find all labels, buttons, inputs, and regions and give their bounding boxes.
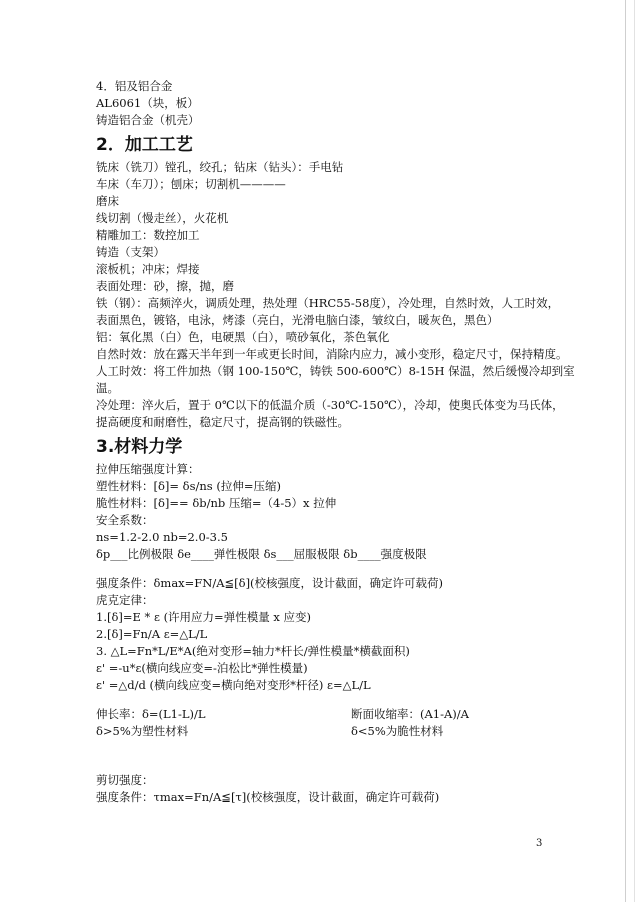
- text-line: 2.[δ]=Fn/A ε=△L/L: [96, 627, 208, 641]
- page-content: [96, 78, 575, 806]
- text-line: ε' =-u*ε(横向线应变=-泊松比*弹性模量): [96, 661, 308, 675]
- area-reduction-text: 断面收缩率：(A1-A)/A: [351, 707, 469, 721]
- text-line: 磨床: [96, 194, 119, 208]
- plastic-material-text: δ>5%为塑性材料: [96, 724, 189, 738]
- text-line: 人工时效：将工件加热（钢 100-150℃，铸铁 500-600℃）8-15H 保温，然后缓慢冷却到室: [96, 364, 575, 378]
- text-line: 铣床（铣刀）镗孔，绞孔；钻床（钻头）：手电钻: [96, 160, 344, 174]
- text-line: 滚板机；冲床；焊接: [96, 262, 200, 276]
- text-line: 冷处理：淬火后，置于 0℃以下的低温介质（-30℃-150℃），冷却，使奥氏体变为马氏体，: [96, 398, 564, 412]
- brittle-material-text: δ<5%为脆性材料: [351, 724, 444, 738]
- text-line: 强度条件：τmax=Fn/A≦[τ](校核强度，设计截面，确定许可载荷): [96, 790, 440, 804]
- text-line: 铁（钢）：高频淬火，调质处理，热处理（HRC55-58度），冷处理，自然时效，人工时效，: [96, 296, 560, 310]
- text-line: 提高硬度和耐磨性，稳定尺寸，提高钢的铁磁性。: [96, 415, 349, 429]
- spacer: [96, 563, 556, 575]
- section-heading: 2．加工工艺: [96, 135, 193, 155]
- elongation-text: 伸长率：δ=(L1-L)/L: [96, 707, 206, 721]
- two-column-row: [96, 706, 556, 723]
- text-line: 3. △L=Fn*L/E*A(绝对变形=轴力*杆长/弹性模量*横截面积): [96, 644, 410, 658]
- text-line: 铸造（支架）: [96, 245, 165, 259]
- two-column-row: [96, 723, 556, 740]
- section-heading: 3.材料力学: [96, 437, 183, 457]
- text-line: ε' =△d/d (横向线应变=横向绝对变形*杆径) ε=△L/L: [96, 678, 371, 692]
- text-line: 1.[δ]=E * ε (许用应力=弹性模量 x 应变): [96, 610, 311, 624]
- text-line: 铸造铝合金（机壳）: [96, 113, 200, 127]
- text-line: δp___比例极限 δe____弹性极限 δs___屈服极限 δb____强度极限: [96, 547, 427, 561]
- text-line: 拉伸压缩强度计算：: [96, 462, 200, 476]
- text-line: 表面黑色，镀铬，电泳，烤漆（亮白，光滑电脑白漆，皱纹白，暖灰色，黑色）: [96, 313, 499, 327]
- text-line: 温。: [96, 381, 119, 395]
- text-line: 虎克定律：: [96, 593, 154, 607]
- text-line: 安全系数：: [96, 513, 154, 527]
- text-line: 剪切强度：: [96, 773, 154, 787]
- text-line: AL6061（块，板）: [96, 96, 199, 110]
- spacer: [96, 694, 556, 706]
- text-line: 4．铝及铝合金: [96, 79, 173, 93]
- text-line: 脆性材料：[δ]== δb/nb 压缩=（4-5）x 拉伸: [96, 496, 337, 510]
- page-edge-line-outer: [634, 0, 635, 902]
- text-line: 线切割（慢走丝），火花机: [96, 211, 229, 225]
- text-line: 自然时效：放在露天半年到一年或更长时间，消除内应力，减小变形，稳定尺寸，保持精度。: [96, 347, 568, 361]
- text-line: 铝：氧化黑（白）色，电硬黑（白），喷砂氧化，茶色氧化: [96, 330, 390, 344]
- page-edge-line: [625, 0, 626, 902]
- text-line: 强度条件：δmax=FN/A≦[δ](校核强度，设计截面，确定许可载荷): [96, 576, 444, 590]
- page-number: 3: [536, 838, 543, 849]
- text-line: ns=1.2-2.0 nb=2.0-3.5: [96, 530, 228, 544]
- spacer: [96, 740, 556, 760]
- text-line: 塑性材料：[δ]= δs/ns (拉伸=压缩): [96, 479, 281, 493]
- text-line: 表面处理：砂，擦，抛，磨: [96, 279, 234, 293]
- text-line: 精雕加工：数控加工: [96, 228, 200, 242]
- text-line: 车床（车刀）；刨床；切割机————: [96, 177, 286, 191]
- spacer: [96, 760, 556, 772]
